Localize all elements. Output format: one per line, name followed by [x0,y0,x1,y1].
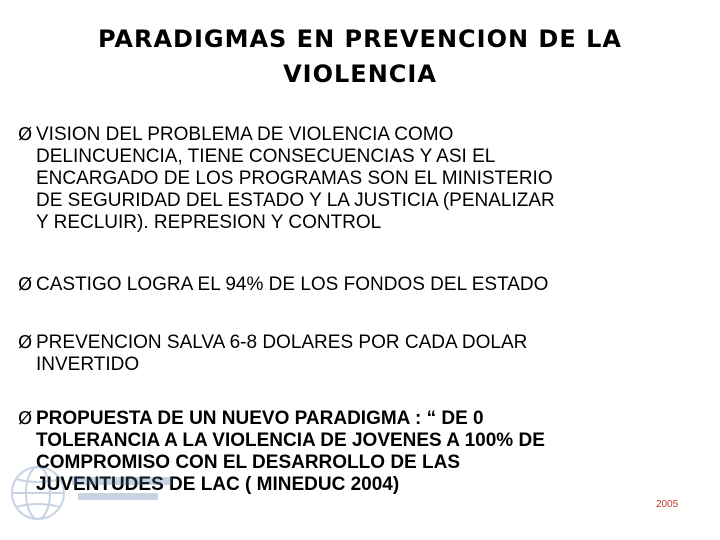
footer-year: 2005 [656,499,679,510]
bullet-item [18,274,704,296]
bullet-item [18,332,704,376]
bullet-text: VISION DEL PROBLEMA DE VIOLENCIA COMO DELINCUENCIA, TIENE CONSECUENCIAS Y ASI EL ENCARGADO DE LOS PROGRAMAS SON EL MINISTERIO DE SEGURIDAD DEL ESTADO Y LA JUSTICIA (PENALIZAR Y RECLUIR). REPRESION Y CONTROL [36,124,555,233]
bullet-text: PREVENCION SALVA 6-8 DOLARES POR CADA DOLAR INVERTIDO [36,332,528,375]
arrow-bullet-icon: Ø [18,124,33,145]
arrow-bullet-icon: Ø [18,332,33,353]
globe-watermark-logo [6,455,186,525]
slide-title: PARADIGMAS EN PREVENCION DE LA VIOLENCIA [98,25,622,88]
bullet-text: PROPUESTA DE UN NUEVO PARADIGMA : “ DE 0 TOLERANCIA A LA VIOLENCIA DE JOVENES A 100% DE COMPROMISO CON EL DESARROLLO DE LAS DE LAC ( MINEDUC 2004) [36,408,545,495]
arrow-bullet-icon: Ø [18,408,33,429]
bullet-text: CASTIGO LOGRA EL 94% DE LOS FONDOS DEL ESTADO [36,274,549,295]
arrow-bullet-icon: Ø [18,274,33,295]
bullet-item [18,124,704,234]
